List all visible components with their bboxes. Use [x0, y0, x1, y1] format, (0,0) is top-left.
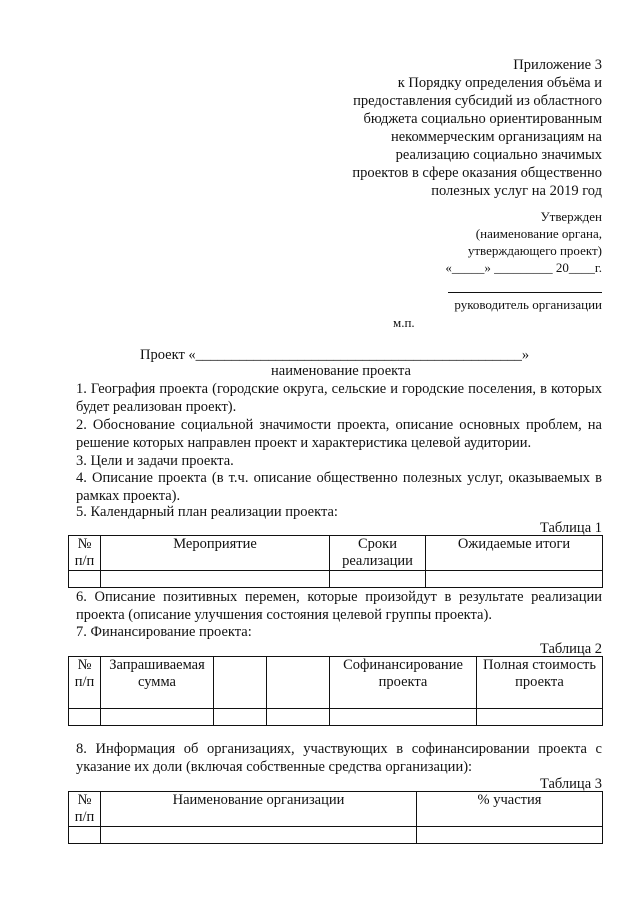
section-7: 7. Финансирование проекта:	[76, 624, 252, 640]
table3-cell[interactable]	[101, 827, 417, 844]
appendix-line: проектов в сфере оказания общественно	[352, 165, 602, 181]
approval-date-line: «_____» _________ 20____г.	[445, 260, 602, 275]
section-5: 5. Календарный план реализации проекта:	[76, 504, 338, 520]
table2-header-cofinancing: Софинансирование проекта	[330, 657, 477, 709]
table2-cell[interactable]	[477, 709, 603, 726]
appendix-line: Приложение 3	[513, 57, 602, 73]
table3-header-share: % участия	[417, 792, 603, 827]
section-4: 4. Описание проекта (в т.ч. описание общественно полезных услуг, оказываемых в рамках проекта).	[76, 470, 602, 504]
table3-cell[interactable]	[417, 827, 603, 844]
approval-line: (наименование органа,	[475, 226, 602, 241]
approval-line: утверждающего проект)	[467, 243, 602, 258]
appendix-line: реализацию социально значимых	[395, 147, 602, 163]
section-3: 3. Цели и задачи проекта.	[76, 453, 234, 469]
table2-header-empty	[214, 657, 267, 709]
signature-caption: руководитель организации	[454, 297, 602, 312]
project-title-line: Проект «_____________________________________________»	[140, 347, 530, 363]
table1-header-results: Ожидаемые итоги	[426, 536, 603, 571]
table1-cell[interactable]	[101, 571, 330, 588]
table1-cell[interactable]	[69, 571, 101, 588]
table2-cell[interactable]	[69, 709, 101, 726]
table-1	[68, 535, 603, 588]
table2-header-empty	[267, 657, 330, 709]
table3-header-organization: Наименование организации	[101, 792, 417, 827]
table1-cell[interactable]	[330, 571, 426, 588]
section-2: 2. Обоснование социальной значимости проекта, описание основных проблем, на решение которых направлен проект и характеристика целевой аудитории.	[76, 417, 602, 451]
table1-caption: Таблица 1	[539, 520, 602, 536]
table3-cell[interactable]	[69, 827, 101, 844]
stamp-label: м.п.	[393, 315, 415, 330]
table1-cell[interactable]	[426, 571, 603, 588]
table2-cell[interactable]	[101, 709, 214, 726]
table2-header-number: № п/п	[69, 657, 101, 709]
table2-cell[interactable]	[267, 709, 330, 726]
table3-caption: Таблица 3	[539, 776, 602, 792]
table2-cell[interactable]	[330, 709, 477, 726]
table2-cell[interactable]	[214, 709, 267, 726]
table-2	[68, 656, 603, 726]
appendix-line: бюджета социально ориентированным	[363, 111, 602, 127]
table-3	[68, 791, 603, 844]
signature-line	[448, 292, 602, 293]
section-8: 8. Информация об организациях, участвующих в софинансировании проекта с указание их доли (включая собственные средства организации):	[76, 741, 602, 775]
table2-header-total-cost: Полная стоимость проекта	[477, 657, 603, 709]
table1-header-number: № п/п	[69, 536, 101, 571]
table2-header-requested-sum: Запрашиваемая сумма	[101, 657, 214, 709]
section-6: 6. Описание позитивных перемен, которые произойдут в результате реализации проекта (описание улучшения состояния целевой группы проекта).	[76, 589, 602, 623]
appendix-line: некоммерческим организациям на	[390, 129, 602, 145]
appendix-line: к Порядку определения объёма и	[397, 75, 602, 91]
table1-header-event: Мероприятие	[101, 536, 330, 571]
table1-header-dates: Сроки реализации	[330, 536, 426, 571]
appendix-header	[282, 56, 602, 200]
approval-line: Утвержден	[540, 209, 602, 224]
approval-block	[362, 208, 602, 276]
table2-caption: Таблица 2	[539, 641, 602, 657]
project-title-caption: наименование проекта	[271, 363, 411, 379]
table3-header-number: № п/п	[69, 792, 101, 827]
section-1: 1. География проекта (городские округа, сельские и городские поселения, в которых будет реализован проект).	[76, 381, 602, 415]
appendix-line: полезных услуг на 2019 год	[431, 183, 602, 199]
appendix-line: предоставления субсидий из областного	[353, 93, 602, 109]
